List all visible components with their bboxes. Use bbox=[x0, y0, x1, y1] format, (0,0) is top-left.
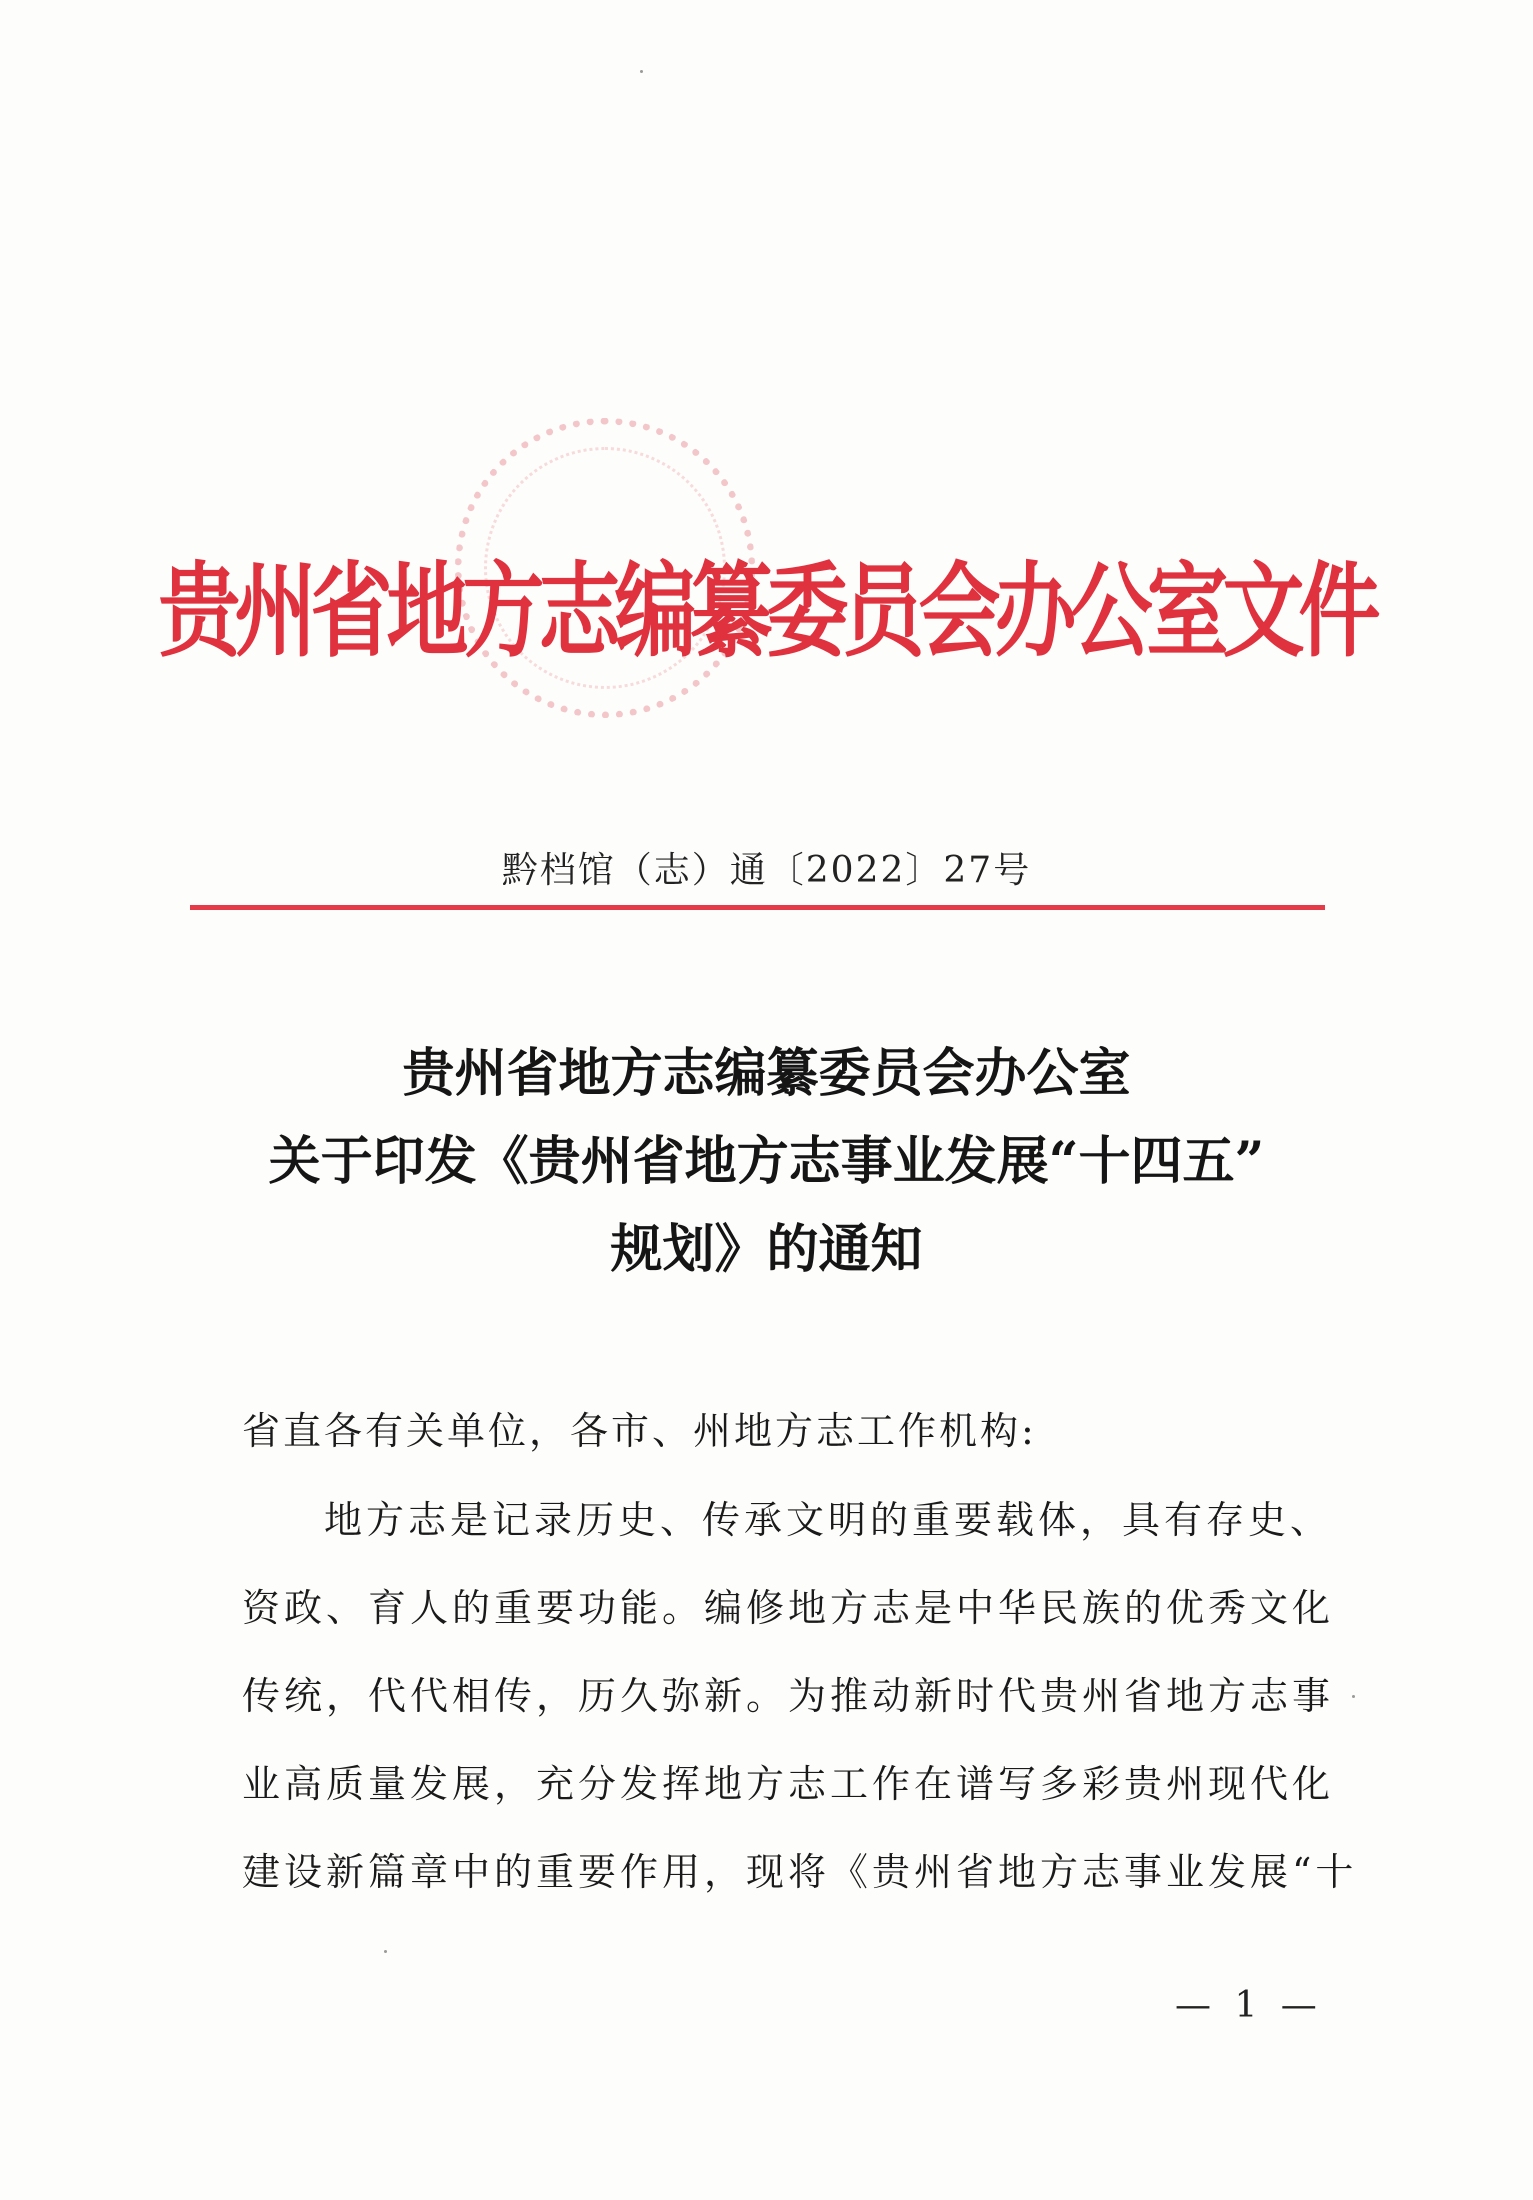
body-line: 建设新篇章中的重要作用，现将《贵州省地方志事业发展“十 bbox=[242, 1850, 1358, 1894]
scan-speck bbox=[640, 70, 643, 73]
body-line: 业高质量发展，充分发挥地方志工作在谱写多彩贵州现代化 bbox=[242, 1762, 1335, 1806]
document-number: 黔档馆（志）通〔2022〕27号 bbox=[501, 850, 1032, 891]
body-text bbox=[242, 1476, 1358, 1916]
salutation: 省直各有关单位，各市、州地方志工作机构: bbox=[242, 1409, 1037, 1453]
red-divider-line bbox=[190, 905, 1325, 910]
body-line: 地方志是记录历史、传承文明的重要载体，具有存史、 bbox=[324, 1498, 1333, 1542]
issuing-agency-header: 贵州省地方志编纂委员会办公室文件 bbox=[158, 551, 1375, 672]
body-line: 资政、育人的重要功能。编修地方志是中华民族的优秀文化 bbox=[242, 1586, 1335, 1630]
scan-speck bbox=[1352, 1695, 1355, 1698]
notice-title-line: 规划》的通知 bbox=[610, 1219, 923, 1280]
page-number: — 1 — bbox=[1175, 1985, 1323, 2026]
notice-title-line: 贵州省地方志编纂委员会办公室 bbox=[402, 1043, 1131, 1104]
scan-speck bbox=[384, 1950, 387, 1953]
notice-title bbox=[0, 1030, 1533, 1294]
notice-title-line: 关于印发《贵州省地方志事业发展“十四五” bbox=[268, 1131, 1265, 1192]
body-line: 传统，代代相传，历久弥新。为推动新时代贵州省地方志事 bbox=[242, 1674, 1335, 1718]
